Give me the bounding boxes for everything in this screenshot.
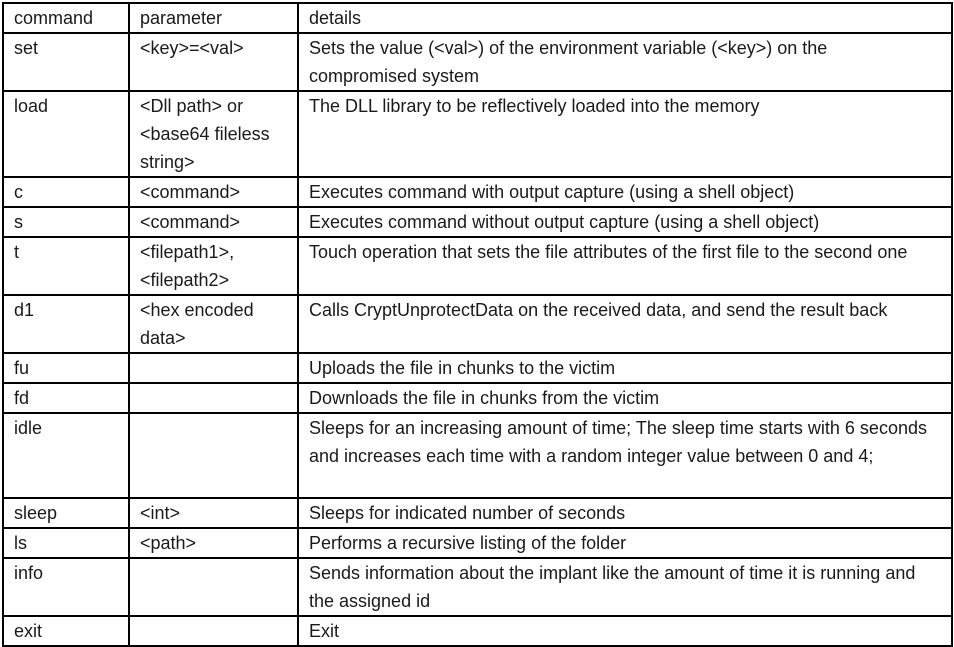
column-header-parameter: parameter <box>129 3 298 33</box>
cell-parameter: <command> <box>129 177 298 207</box>
table-row <box>3 33 952 91</box>
header-row <box>3 3 952 33</box>
command-reference-table <box>2 2 953 647</box>
cell-parameter: <path> <box>129 528 298 558</box>
cell-command: set <box>3 33 129 91</box>
cell-details: Sets the value (<val>) of the environment variable (<key>) on the compromised system <box>298 33 952 91</box>
cell-parameter: <key>=<val> <box>129 33 298 91</box>
cell-command: t <box>3 237 129 295</box>
cell-parameter <box>129 413 298 498</box>
cell-details: The DLL library to be reflectively loaded into the memory <box>298 91 952 177</box>
cell-parameter: <filepath1>,<filepath2> <box>129 237 298 295</box>
table-body <box>3 33 952 646</box>
cell-parameter: <command> <box>129 207 298 237</box>
cell-details: Executes command without output capture (using a shell object) <box>298 207 952 237</box>
cell-details: Performs a recursive listing of the folder <box>298 528 952 558</box>
cell-details: Uploads the file in chunks to the victim <box>298 353 952 383</box>
table-row <box>3 353 952 383</box>
cell-command: c <box>3 177 129 207</box>
cell-parameter <box>129 558 298 616</box>
cell-command: fu <box>3 353 129 383</box>
cell-details: Executes command with output capture (using a shell object) <box>298 177 952 207</box>
table-row <box>3 413 952 498</box>
cell-command: d1 <box>3 295 129 353</box>
cell-command: ls <box>3 528 129 558</box>
cell-parameter: <hex encoded data> <box>129 295 298 353</box>
table-row <box>3 616 952 646</box>
column-header-command: command <box>3 3 129 33</box>
cell-command: s <box>3 207 129 237</box>
cell-command: fd <box>3 383 129 413</box>
cell-details: Exit <box>298 616 952 646</box>
cell-details: Sleeps for indicated number of seconds <box>298 498 952 528</box>
cell-details: Sleeps for an increasing amount of time; The sleep time starts with 6 seconds and increases each time with a random integer value between 0 and 4; <box>298 413 952 498</box>
cell-parameter <box>129 383 298 413</box>
cell-parameter: <int> <box>129 498 298 528</box>
cell-details: Calls CryptUnprotectData on the received data, and send the result back <box>298 295 952 353</box>
table-row <box>3 237 952 295</box>
column-header-details: details <box>298 3 952 33</box>
cell-parameter <box>129 616 298 646</box>
table-row <box>3 528 952 558</box>
cell-command: sleep <box>3 498 129 528</box>
cell-details: Sends information about the implant like the amount of time it is running and the assigned id <box>298 558 952 616</box>
cell-details: Downloads the file in chunks from the victim <box>298 383 952 413</box>
cell-command: exit <box>3 616 129 646</box>
cell-parameter <box>129 353 298 383</box>
table-row <box>3 295 952 353</box>
table-row <box>3 177 952 207</box>
cell-command: idle <box>3 413 129 498</box>
cell-parameter: <Dll path> or <base64 fileless string> <box>129 91 298 177</box>
cell-command: load <box>3 91 129 177</box>
table-row <box>3 383 952 413</box>
table-row <box>3 91 952 177</box>
table-header <box>3 3 952 33</box>
table-row <box>3 207 952 237</box>
table-row <box>3 498 952 528</box>
cell-details: Touch operation that sets the file attributes of the first file to the second one <box>298 237 952 295</box>
table-row <box>3 558 952 616</box>
cell-command: info <box>3 558 129 616</box>
